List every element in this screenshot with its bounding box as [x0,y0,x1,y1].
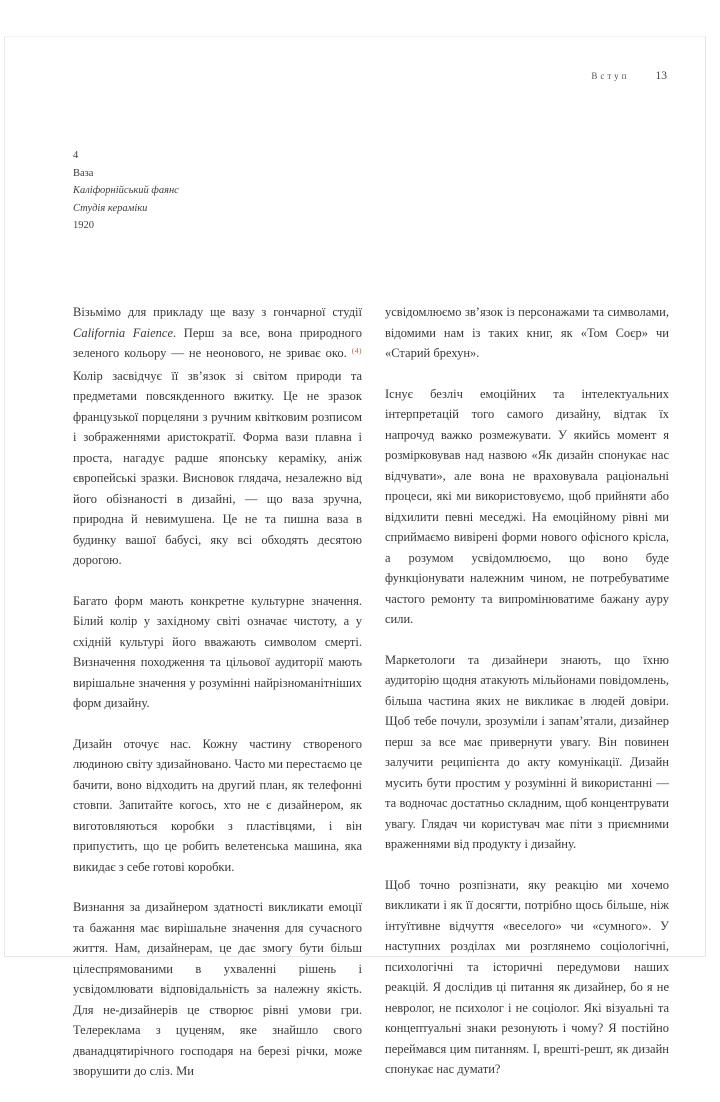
text-run: усвідомлюємо зв’язок із персонажами та символами, відомими нам із таких книг, як «Том Соєр» чи «Старий брехун». [385,305,669,360]
caption-line: Каліфорнійський фаянс [73,185,179,196]
body-paragraph [73,591,362,714]
text-run: Візьмімо для прикладу ще вазу з гончарної студії [73,305,362,319]
column-right [385,302,669,1102]
caption-line: Ваза [73,167,94,179]
text-columns [73,302,669,1102]
body-paragraph [385,384,669,630]
column-left [73,302,362,1102]
body-paragraph [73,302,362,571]
caption-line: 1920 [73,220,94,231]
text-run: Колір засвідчує її зв’язок зі світом природи та предметами повсякденного вжитку. Це не зразок французької порцеляни з ручним квітковим розписом і зображеннями аристократії. Форма вази плавна і проста, нагадує радше японську кераміку, аніж європейські зразки. Висновок глядача, незалежно від його обізнаності в дизайні, — що ваза зручна, природна й невимушена. Це не та пишна ваза в будинку вашої бабусі, яку всі обходять десятою дорогою. [73,368,362,567]
section-title: Вступ [591,71,630,81]
caption-line: 4 [73,150,79,161]
body-paragraph [385,302,669,364]
note-reference: (4) [351,345,362,355]
body-paragraph [385,650,669,855]
text-run: Маркетологи та дизайнери знають, що їхню аудиторію щодня атакують мільйонами повідомлень, більша частина яких не викликає в людей довіри. Щоб тебе почули, зрозуміли і запам’ятали, дизайнер перш за все має привернути увагу. Він повинен залучити реципієнта до акту комунікації. Дизайн мусить бути простим у розумінні й використанні — та водночас достатньо складним, щоб концентрувати увагу. Глядач чи користувач має піти з приємними враженнями від продукту і дизайну. [385,652,669,851]
body-paragraph [73,897,362,1082]
text-run: Визнання за дизайнером здатності викликати емоції та бажання має вирішальне значення для сучасного життя. Нам, дизайнерам, це дає змогу бути більш цілеспрямованими в ухваленні рішень і усвідомлювати відповідальність за належну якість. Для не-дизайнерів це створює рівні умови гри. Телереклама з цуценям, яке знайшло свого дванадцятирічного господаря на березі річки, може зворушити до сліз. Ми [73,900,362,1078]
text-run: Дизайн оточує нас. Кожну частину створеного людиною світу здизайновано. Часто ми перестаємо це бачити, воно відходить на другий план, як телефонні стовпи. Запитайте когось, хто не є дизайнером, як виготовляються коробки з пластівцями, і він припустить, що це робить велетенська машина, яка викидає з себе готові коробки. [73,736,362,874]
page-number: 13 [655,70,667,82]
text-run: Існує безліч емоційних та інтелектуальних інтерпретацій того самого дизайну, відтак їх напрочуд важко розмежувати. У якийсь момент я розмірковував над назвою «Як дизайн спонукає нас відчувати», але вона не враховувала раціональні процеси, які ми використовуємо, щоб прийняти або відхилити певні меседжі. На емоційному рівні ми сприймаємо вивірені форми нового офісного крісла, а розумом усвідомлюємо, що воно буде функціонувати належним чином, не потребуватиме частого ремонту та випромінюватиме бажану ауру сили. [385,386,669,626]
body-paragraph [385,875,669,1080]
body-paragraph [73,734,362,878]
text-run: . Перш за все, вона природного зеленого кольору — не неонового, не зриває око. [73,325,362,360]
figure-caption [73,147,179,235]
page-header [5,70,667,82]
book-page [4,36,706,1078]
text-run: Багато форм мають конкретне культурне значення. Білий колір у західному світі означає чистоту, а у східній культурі його вважають символом смерті. Визначення походження та цільової аудиторії мають вирішальне значення у розумінні найрізноманітніших форм дизайну. [73,593,362,710]
italic-text: California Faience [73,325,174,340]
caption-line: Студія кераміки [73,202,148,214]
text-run: Щоб точно розпізнати, яку реакцію ми хочемо викликати і як її досягти, потрібно щось більше, ніж інтуїтивне відчуття «веселого» чи «сумного». У наступних розділах ми розглянемо соціологічні, психологічні та історичні передумови наших реакцій. Я дослідив ці питання як дизайнер, бо я не невролог, не психолог і не соціолог. Які візуальні та концептуальні знаки резонують і чому? Я постійно переймався цим питанням. І, врешті-решт, як дизайн спонукає нас думати? [385,877,669,1076]
